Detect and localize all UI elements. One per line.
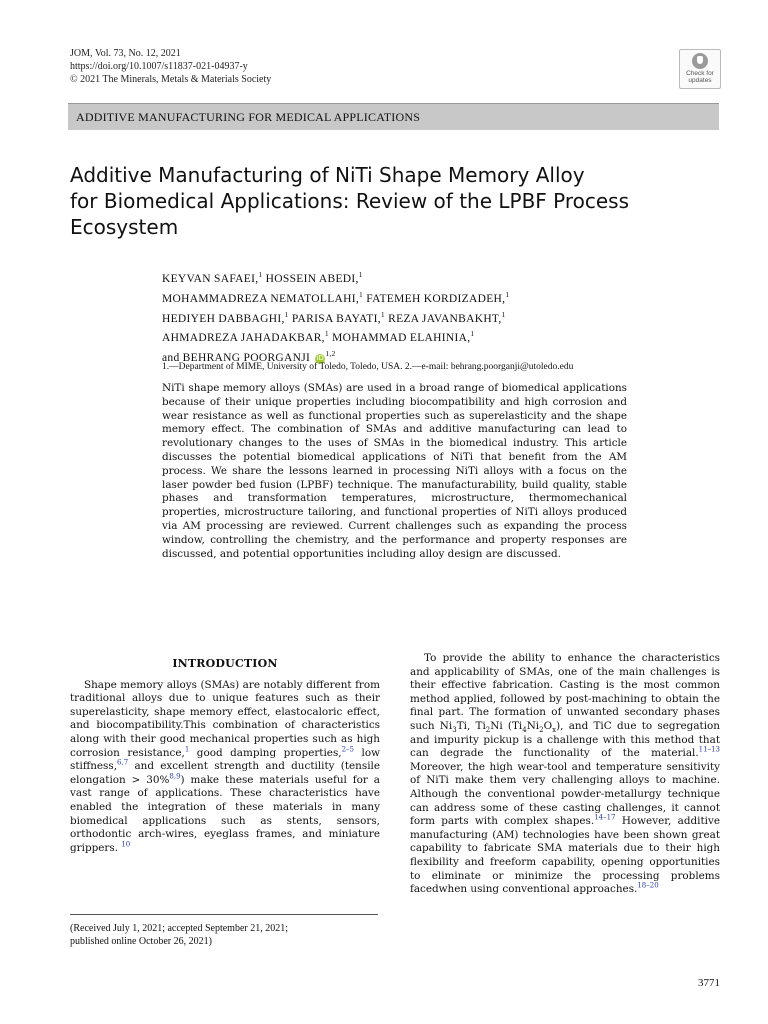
text-run: ) make these materials useful for a vast range of applications. These characteristics have enabled the integration of these materials in many biomedical applications such as stents, sensors, orthodontic arch-wires, eyeglass frames, and miniature grippers. [70, 773, 380, 854]
page-number: 3771 [698, 977, 720, 989]
author[interactable]: MOHAMMADREZA NEMATOLLAHI, [162, 292, 360, 305]
text-run: Moreover, the high wear-tool and temperature sensitivity of NiTi make them very challenging alloys to machine. Although the conventional powder-metallurgy technique can address some of these casting challenges, it cannot form parts with complex shapes. [410, 760, 720, 828]
subscript: 3 [452, 726, 457, 735]
text-run: low stiffness, [70, 746, 381, 773]
author-affiliation: 1,2 [325, 349, 336, 359]
received-dates [70, 922, 380, 948]
orcid-icon[interactable]: iD [316, 354, 324, 362]
citation-link[interactable]: 18–20 [637, 881, 659, 890]
abstract: NiTi shape memory alloys (SMAs) are used in a broad range of biomedical applications because of their unique properties including biocompatibility and high corrosion and wear resistance as well as functional properties such as superelasticity and the shape memory effect. The combination of SMAs and additive manufacturing can lead to revolutionary changes to the uses of SMAs in the biomedical industry. This article discusses the potential biomedical applications of NiTi that benefit from the AM process. We share the lessons learned in processing NiTi alloys with a focus on the laser powder bed fusion (LPBF) technique. The manufacturability, build quality, stable phases and transformation temperatures, microstructure, thermomechanical properties, microstructure tailoring, and functional properties of NiTi alloys produced via AM processing are reviewed. Current challenges such as expanding the process window, controlling the chemistry, and the performance and property responses are discussed, and potential opportunities including alloy design are discussed. [162, 382, 627, 560]
crossmark-line1: Check for [686, 70, 714, 77]
author[interactable]: PARISA BAYATI, [291, 312, 381, 325]
intro-paragraph-2 [410, 652, 720, 897]
author[interactable]: KEYVAN SAFAEI, [162, 272, 259, 285]
citation-link[interactable]: 10 [121, 840, 131, 849]
subscript: 2 [539, 726, 544, 735]
text-run: However, additive manufacturing (AM) technologies have been shown great capability to fabricate SMA materials due to their high flexibility and freeform capability, opening opportunities to eliminate or minimize the processing problems facedwhen using conventional approaches. [410, 815, 721, 896]
check-for-updates-button[interactable] [679, 49, 721, 89]
subscript: 2 [485, 726, 491, 735]
author-affiliation: 1 [380, 309, 385, 319]
title-line-2: for Biomedical Applications: Review of the LPBF Process [70, 189, 630, 213]
citation-link[interactable]: 6,7 [117, 758, 129, 767]
author-affiliation: 1 [324, 329, 329, 339]
article-title [70, 162, 710, 240]
author[interactable]: AHMADREZA JAHADAKBAR, [162, 332, 325, 345]
author-affiliation: 1 [358, 270, 363, 279]
text-run: Shape memory alloys (SMAs) are notably different from traditional alloys due to unique features such as their superelasticity, shape memory effect, elastocaloric effect, and biocompatibility.This combination of characteristics along with their good mechanical properties such as high corrosion resistance, [70, 678, 380, 759]
journal-header [70, 47, 271, 86]
received-line-2: published online October 26, 2021) [70, 936, 212, 947]
author[interactable]: HOSSEIN ABEDI, [265, 272, 359, 285]
author[interactable]: MOHAMMAD ELAHINIA, [332, 332, 471, 345]
author-affiliation: 1 [359, 289, 364, 299]
subscript: 4 [522, 726, 527, 735]
journal-volume: JOM, Vol. 73, No. 12, 2021 [70, 48, 181, 59]
author-affiliation: 1 [258, 270, 263, 279]
intro-paragraph-1 [70, 679, 380, 856]
received-line-1: (Received July 1, 2021; accepted September 21, 2021; [70, 923, 288, 934]
text-run: Ti, Ti [456, 719, 486, 732]
citation-link[interactable]: 2–5 [341, 745, 355, 754]
text-run: and excellent strength and ductility (tensile elongation > 30% [70, 760, 380, 786]
text-run: Ni (Ti [490, 719, 523, 732]
section-banner: ADDITIVE MANUFACTURING FOR MEDICAL APPLICATIONS [68, 103, 719, 130]
citation-link[interactable]: 8,9 [169, 772, 181, 781]
section-heading-introduction: INTRODUCTION [172, 657, 278, 670]
author-affiliation: 1 [470, 329, 475, 339]
author-affiliation: 1 [284, 309, 289, 319]
copyright-line: © 2021 The Minerals, Metals & Materials Society [70, 74, 272, 85]
title-line-1: Additive Manufacturing of NiTi Shape Memory Alloy [70, 163, 585, 187]
citation-link[interactable]: 11–13 [698, 745, 720, 754]
text-run: good damping properties, [189, 746, 342, 759]
title-line-3: Ecosystem [70, 215, 179, 239]
author[interactable]: REZA JAVANBAKHT, [388, 312, 502, 325]
doi-link[interactable]: https://doi.org/10.1007/s11837-021-04937-y [70, 61, 248, 72]
crossmark-line2: updates [688, 77, 712, 84]
text-run: O [543, 719, 553, 732]
author-affiliation: 1 [505, 289, 510, 299]
footnote-divider [70, 914, 378, 915]
subscript: x [552, 726, 557, 735]
column-left [70, 652, 380, 855]
crossmark-icon [692, 53, 708, 69]
text-run: ), and TiC due to segregation and impurity pickup is a challenge with this method that can degrade the functionality of the material. [410, 719, 720, 760]
author[interactable]: and BEHRANG POORGANJI [162, 352, 311, 365]
citation-link[interactable]: 1 [184, 745, 190, 754]
text-run: Ni [526, 719, 540, 732]
author[interactable]: FATEMEH KORDIZADEH, [366, 292, 506, 305]
author[interactable]: HEDIYEH DABBAGHI, [162, 312, 285, 325]
author-list [162, 267, 602, 366]
author-affiliation: 1 [501, 309, 506, 319]
affiliation-line: 1.—Department of MIME, University of Toledo, Toledo, USA. 2.—e-mail: behrang.poorganji@utoledo.edu [162, 362, 574, 372]
citation-link[interactable]: 14–17 [594, 813, 616, 822]
column-right [410, 652, 720, 897]
text-run: To provide the ability to enhance the characteristics and applicability of SMAs, one of the main challenges is their effective fabrication. Casting is the most common method applied, followed by post-machining to obtain the final part. The formation of unwanted secondary phases such Ni [410, 652, 720, 732]
